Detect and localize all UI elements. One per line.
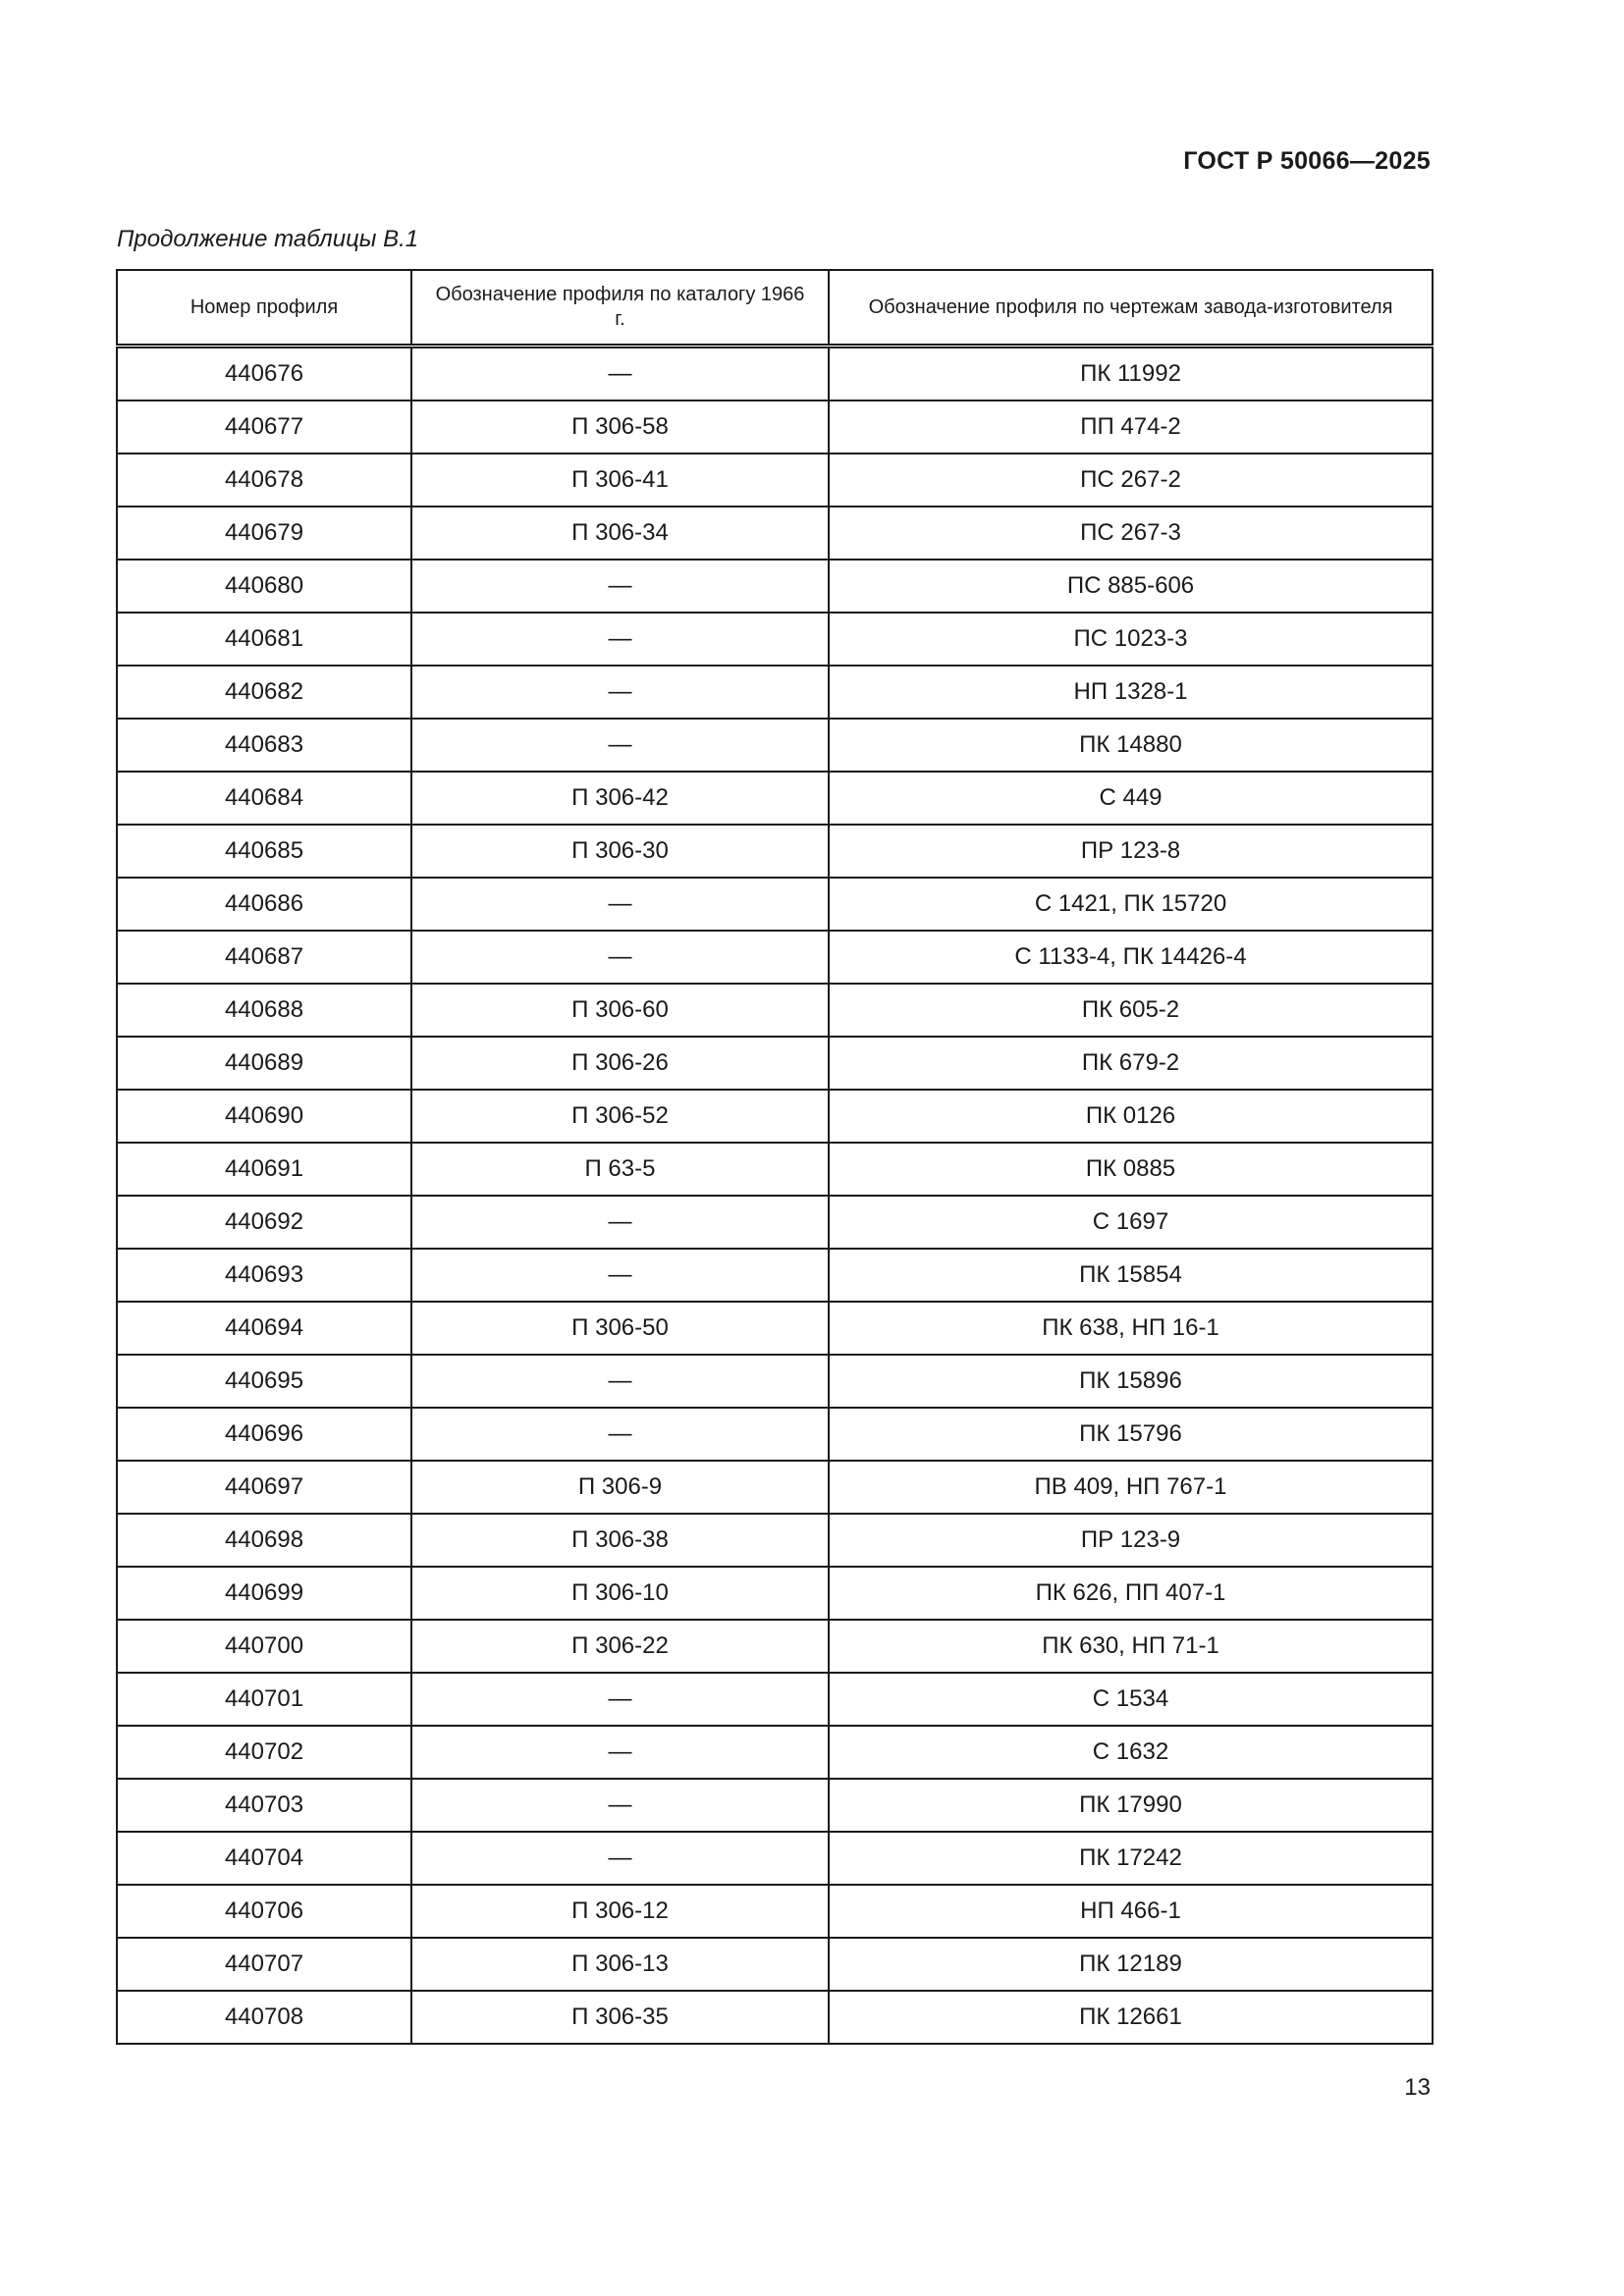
- catalog-1966-cell: П 306-12: [411, 1885, 829, 1938]
- table-row: [117, 1408, 1433, 1461]
- table-row: [117, 1514, 1433, 1567]
- manufacturer-drawing-cell: С 1697: [829, 1196, 1433, 1249]
- catalog-1966-cell: П 306-13: [411, 1938, 829, 1991]
- profiles-table: [116, 269, 1434, 2045]
- profile-number-cell: 440678: [117, 454, 411, 507]
- profile-number-cell: 440708: [117, 1991, 411, 2044]
- table-row: [117, 560, 1433, 613]
- manufacturer-drawing-cell: ПК 12189: [829, 1938, 1433, 1991]
- table-row: [117, 1037, 1433, 1090]
- table-row: [117, 347, 1433, 401]
- catalog-1966-cell: П 306-60: [411, 984, 829, 1037]
- catalog-1966-cell: П 306-50: [411, 1302, 829, 1355]
- profile-number-cell: 440698: [117, 1514, 411, 1567]
- manufacturer-drawing-cell: ПС 885-606: [829, 560, 1433, 613]
- table-row: [117, 1620, 1433, 1673]
- catalog-1966-cell: П 306-10: [411, 1567, 829, 1620]
- catalog-1966-cell: П 306-52: [411, 1090, 829, 1143]
- manufacturer-drawing-cell: ПК 0126: [829, 1090, 1433, 1143]
- table-row: [117, 1832, 1433, 1885]
- manufacturer-drawing-cell: ПК 15896: [829, 1355, 1433, 1408]
- profile-number-cell: 440683: [117, 719, 411, 772]
- catalog-1966-cell: П 306-22: [411, 1620, 829, 1673]
- manufacturer-drawing-cell: ПВ 409, НП 767-1: [829, 1461, 1433, 1514]
- manufacturer-drawing-cell: ПК 638, НП 16-1: [829, 1302, 1433, 1355]
- manufacturer-drawing-cell: ПК 14880: [829, 719, 1433, 772]
- manufacturer-drawing-cell: НП 1328-1: [829, 666, 1433, 719]
- manufacturer-drawing-cell: ПР 123-8: [829, 825, 1433, 878]
- table-row: [117, 1090, 1433, 1143]
- table-row: [117, 1302, 1433, 1355]
- catalog-1966-cell: —: [411, 666, 829, 719]
- manufacturer-drawing-cell: ПС 1023-3: [829, 613, 1433, 666]
- profile-number-cell: 440677: [117, 400, 411, 454]
- table-row: [117, 1461, 1433, 1514]
- catalog-1966-cell: П 306-34: [411, 507, 829, 560]
- catalog-1966-cell: —: [411, 719, 829, 772]
- catalog-1966-cell: —: [411, 1673, 829, 1726]
- profile-number-cell: 440706: [117, 1885, 411, 1938]
- manufacturer-drawing-cell: ПК 679-2: [829, 1037, 1433, 1090]
- manufacturer-drawing-cell: С 1534: [829, 1673, 1433, 1726]
- manufacturer-drawing-cell: ПК 11992: [829, 347, 1433, 401]
- table-body: [117, 347, 1433, 2045]
- profile-number-cell: 440695: [117, 1355, 411, 1408]
- catalog-1966-cell: П 306-41: [411, 454, 829, 507]
- catalog-1966-cell: П 63-5: [411, 1143, 829, 1196]
- profile-number-cell: 440694: [117, 1302, 411, 1355]
- profile-number-cell: 440685: [117, 825, 411, 878]
- manufacturer-drawing-cell: ПС 267-3: [829, 507, 1433, 560]
- manufacturer-drawing-cell: С 1421, ПК 15720: [829, 878, 1433, 931]
- table-row: [117, 825, 1433, 878]
- profile-number-cell: 440686: [117, 878, 411, 931]
- manufacturer-drawing-cell: С 449: [829, 772, 1433, 825]
- manufacturer-drawing-cell: ПК 17990: [829, 1779, 1433, 1832]
- table-row: [117, 1938, 1433, 1991]
- catalog-1966-cell: П 306-26: [411, 1037, 829, 1090]
- table-row: [117, 1885, 1433, 1938]
- catalog-1966-cell: —: [411, 1355, 829, 1408]
- profile-number-cell: 440693: [117, 1249, 411, 1302]
- table-caption: Продолжение таблицы В.1: [117, 226, 419, 252]
- table-row: [117, 719, 1433, 772]
- table-row: [117, 666, 1433, 719]
- manufacturer-drawing-cell: С 1133-4, ПК 14426-4: [829, 931, 1433, 984]
- table-row: [117, 1355, 1433, 1408]
- profile-number-cell: 440691: [117, 1143, 411, 1196]
- catalog-1966-cell: —: [411, 878, 829, 931]
- catalog-1966-cell: —: [411, 1196, 829, 1249]
- catalog-1966-cell: —: [411, 1408, 829, 1461]
- manufacturer-drawing-cell: ПК 0885: [829, 1143, 1433, 1196]
- manufacturer-drawing-cell: ПС 267-2: [829, 454, 1433, 507]
- catalog-1966-cell: —: [411, 1779, 829, 1832]
- manufacturer-drawing-cell: ПК 12661: [829, 1991, 1433, 2044]
- catalog-1966-cell: П 306-42: [411, 772, 829, 825]
- table-row: [117, 1726, 1433, 1779]
- document-standard-number: ГОСТ Р 50066—2025: [1183, 147, 1431, 175]
- profile-number-cell: 440696: [117, 1408, 411, 1461]
- column-header-catalog-1966: Обозначение профиля по каталогу 1966 г.: [411, 270, 829, 347]
- manufacturer-drawing-cell: ПП 474-2: [829, 400, 1433, 454]
- profile-number-cell: 440697: [117, 1461, 411, 1514]
- table-row: [117, 931, 1433, 984]
- catalog-1966-cell: П 306-35: [411, 1991, 829, 2044]
- table-row: [117, 1673, 1433, 1726]
- table-row: [117, 1249, 1433, 1302]
- catalog-1966-cell: П 306-30: [411, 825, 829, 878]
- catalog-1966-cell: П 306-9: [411, 1461, 829, 1514]
- profile-number-cell: 440684: [117, 772, 411, 825]
- profile-number-cell: 440692: [117, 1196, 411, 1249]
- catalog-1966-cell: —: [411, 613, 829, 666]
- catalog-1966-cell: —: [411, 931, 829, 984]
- table-row: [117, 1567, 1433, 1620]
- profile-number-cell: 440681: [117, 613, 411, 666]
- manufacturer-drawing-cell: ПК 17242: [829, 1832, 1433, 1885]
- manufacturer-drawing-cell: НП 466-1: [829, 1885, 1433, 1938]
- profile-number-cell: 440703: [117, 1779, 411, 1832]
- catalog-1966-cell: —: [411, 1832, 829, 1885]
- manufacturer-drawing-cell: С 1632: [829, 1726, 1433, 1779]
- table-header-row: [117, 270, 1433, 347]
- table-row: [117, 1143, 1433, 1196]
- catalog-1966-cell: —: [411, 1726, 829, 1779]
- profiles-table-container: [116, 269, 1432, 2045]
- profile-number-cell: 440680: [117, 560, 411, 613]
- column-header-profile-number: Номер профиля: [117, 270, 411, 347]
- manufacturer-drawing-cell: ПК 15854: [829, 1249, 1433, 1302]
- catalog-1966-cell: —: [411, 347, 829, 401]
- manufacturer-drawing-cell: ПК 630, НП 71-1: [829, 1620, 1433, 1673]
- table-row: [117, 984, 1433, 1037]
- manufacturer-drawing-cell: ПК 605-2: [829, 984, 1433, 1037]
- profile-number-cell: 440704: [117, 1832, 411, 1885]
- profile-number-cell: 440682: [117, 666, 411, 719]
- profile-number-cell: 440702: [117, 1726, 411, 1779]
- profile-number-cell: 440700: [117, 1620, 411, 1673]
- catalog-1966-cell: —: [411, 1249, 829, 1302]
- table-row: [117, 1196, 1433, 1249]
- profile-number-cell: 440687: [117, 931, 411, 984]
- manufacturer-drawing-cell: ПК 15796: [829, 1408, 1433, 1461]
- profile-number-cell: 440688: [117, 984, 411, 1037]
- table-row: [117, 1779, 1433, 1832]
- column-header-manufacturer-drawing: Обозначение профиля по чертежам завода-изготовителя: [829, 270, 1433, 347]
- catalog-1966-cell: П 306-38: [411, 1514, 829, 1567]
- profile-number-cell: 440676: [117, 347, 411, 401]
- profile-number-cell: 440707: [117, 1938, 411, 1991]
- table-row: [117, 772, 1433, 825]
- catalog-1966-cell: —: [411, 560, 829, 613]
- profile-number-cell: 440699: [117, 1567, 411, 1620]
- page-number: 13: [1404, 2074, 1431, 2101]
- table-row: [117, 400, 1433, 454]
- table-row: [117, 878, 1433, 931]
- catalog-1966-cell: П 306-58: [411, 400, 829, 454]
- table-row: [117, 454, 1433, 507]
- table-row: [117, 1991, 1433, 2044]
- profile-number-cell: 440701: [117, 1673, 411, 1726]
- profile-number-cell: 440690: [117, 1090, 411, 1143]
- profile-number-cell: 440679: [117, 507, 411, 560]
- manufacturer-drawing-cell: ПК 626, ПП 407-1: [829, 1567, 1433, 1620]
- table-row: [117, 613, 1433, 666]
- profile-number-cell: 440689: [117, 1037, 411, 1090]
- manufacturer-drawing-cell: ПР 123-9: [829, 1514, 1433, 1567]
- table-row: [117, 507, 1433, 560]
